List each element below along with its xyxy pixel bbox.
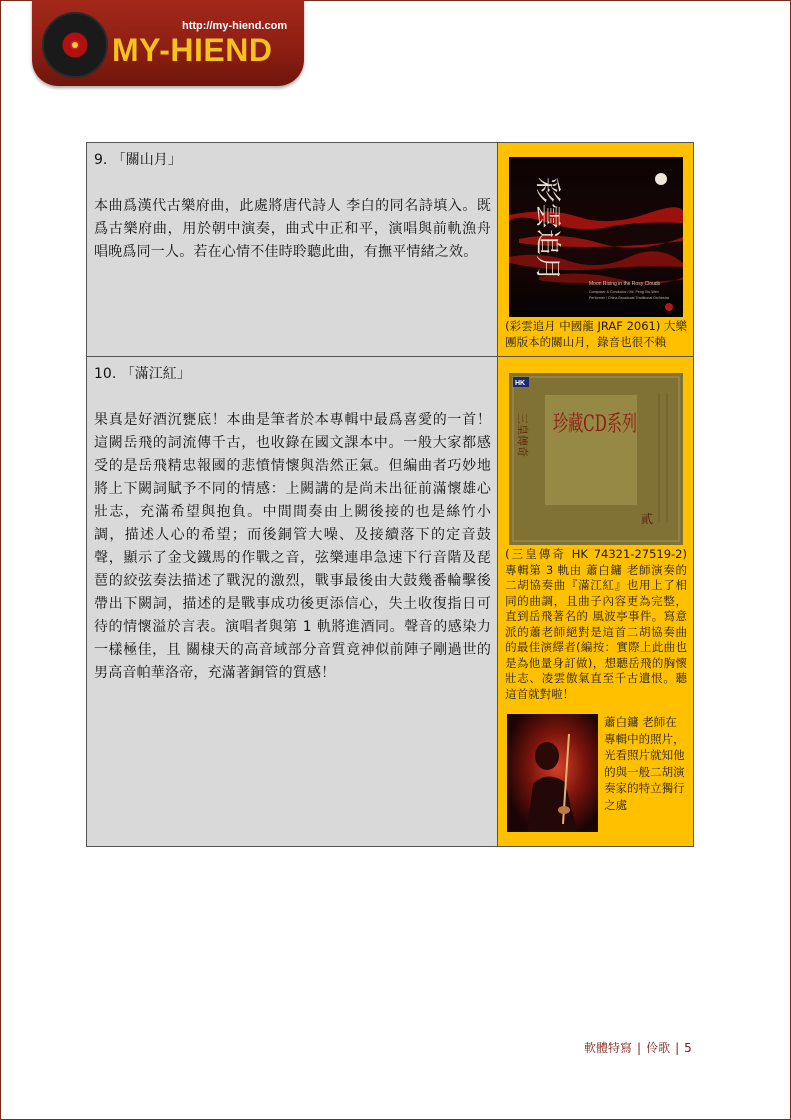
album-cover-legend-three-kings [509, 373, 683, 545]
table-row [87, 143, 694, 357]
entry-side-cell [498, 357, 694, 847]
cover-english-credit-1: Composer & Conductor / Mr. Peng Xiu-Wen [588, 290, 659, 294]
footer-separator: | [675, 1041, 680, 1055]
logo-brand-name: MY-HIEND [112, 32, 273, 68]
performer-photo-block [498, 708, 693, 846]
page-footer [584, 1039, 692, 1056]
article-table [86, 142, 694, 847]
cover-volume-char: 貳 [640, 512, 653, 526]
logo-url: http://my-hiend.com [182, 20, 288, 32]
page-number: 5 [684, 1041, 692, 1055]
entry-side-cell [498, 143, 694, 357]
song-title: 9. 「關山月」 [94, 152, 182, 168]
album-caption: (三皇傳奇 HK 74321-27519-2) 專輯第 3 軌由 蕭白鏞 老師演奏的二胡協奏曲『滿江紅』也用上了相同的曲調，且曲子內容更為完整，直到岳飛著名的 風波亭事件。寫意派的蕭老師絕對是這首二胡協奏曲的最佳演繹者(編按：實際上此曲也是為他量身訂做)，想聽岳飛的胸懷壯志、凌雲傲氣直至千古遺恨。聽這首就對啦！ [505, 547, 687, 701]
performer-photo [507, 714, 598, 832]
cover-script-text: 彩雲追月 [531, 177, 562, 282]
footer-section: 軟體特寫 [584, 1041, 633, 1055]
site-logo[interactable] [32, 0, 304, 86]
cover-english-title: Moon Rising in the Rosy Clouds [588, 281, 660, 287]
cover-big-chars: 珍藏CD系列 [552, 412, 637, 437]
table-row [87, 357, 694, 847]
photo-caption: 蕭白鏞 老師在專輯中的照片，光看照片就知他的與一般二胡演奏家的特立獨行之處 [604, 715, 685, 812]
song-title: 10. 「滿江紅」 [94, 366, 191, 382]
cover-side-text: 三皇傳奇 [515, 413, 529, 457]
footer-separator: | [637, 1041, 642, 1055]
album-cover-moon-rising [509, 157, 683, 317]
cover-label-badge: HK [514, 380, 525, 387]
song-description: 果真是好酒沉甕底！本曲是筆者於本專輯中最爲喜愛的一首！這闕岳飛的詞流傳千古，也收錄在國文課本中。一般大家都感受的是岳飛精忠報國的悲憤情懷與浩然正氣。但編曲者巧妙地將上下闕詞賦予不同的情感：上闕講的是尚未出征前滿懷雄心壯志，充滿希望與抱負。中間間奏由上闕後接的也是絲竹小調，描述人心的希望；而後銅管大噪、及接續落下的定音鼓聲，顯示了金戈鐵馬的作戰之音，弦樂連串急速下行音階及琵琶的絞弦奏法描述了戰況的激烈，戰事最後由大鼓幾番輪擊後帶出下闕詞，描述的是戰事成功後更添信心，失土收復指日可待的情懷溢於言表。演唱者與第 1 軌將進酒同。聲音的感染力一樣極佳，且 關棣天的高音域部分音質竟神似前陣子剛過世的男高音帕華洛帝，充滿著銅管的質感！ [94, 412, 492, 681]
entry-text-cell [87, 357, 498, 847]
vinyl-record-icon [42, 12, 108, 78]
song-description: 本曲爲漢代古樂府曲，此處將唐代詩人 李白的同名詩填入。既爲古樂府曲，用於朝中演奏，曲式中正和平，演唱與前軌漁舟唱晚爲同一人。若在心情不佳時聆聽此曲，有撫平情緒之效。 [94, 198, 492, 260]
album-caption: (彩雲追月 中國龍 JRAF 2061) 大樂團版本的關山月，錄音也很不賴 [505, 319, 687, 349]
footer-subsection: 伶歌 [646, 1041, 671, 1055]
cover-english-credit-2: Performer / China Broadcast Traditional Orchestra [588, 296, 669, 300]
entry-text-cell [87, 143, 498, 357]
